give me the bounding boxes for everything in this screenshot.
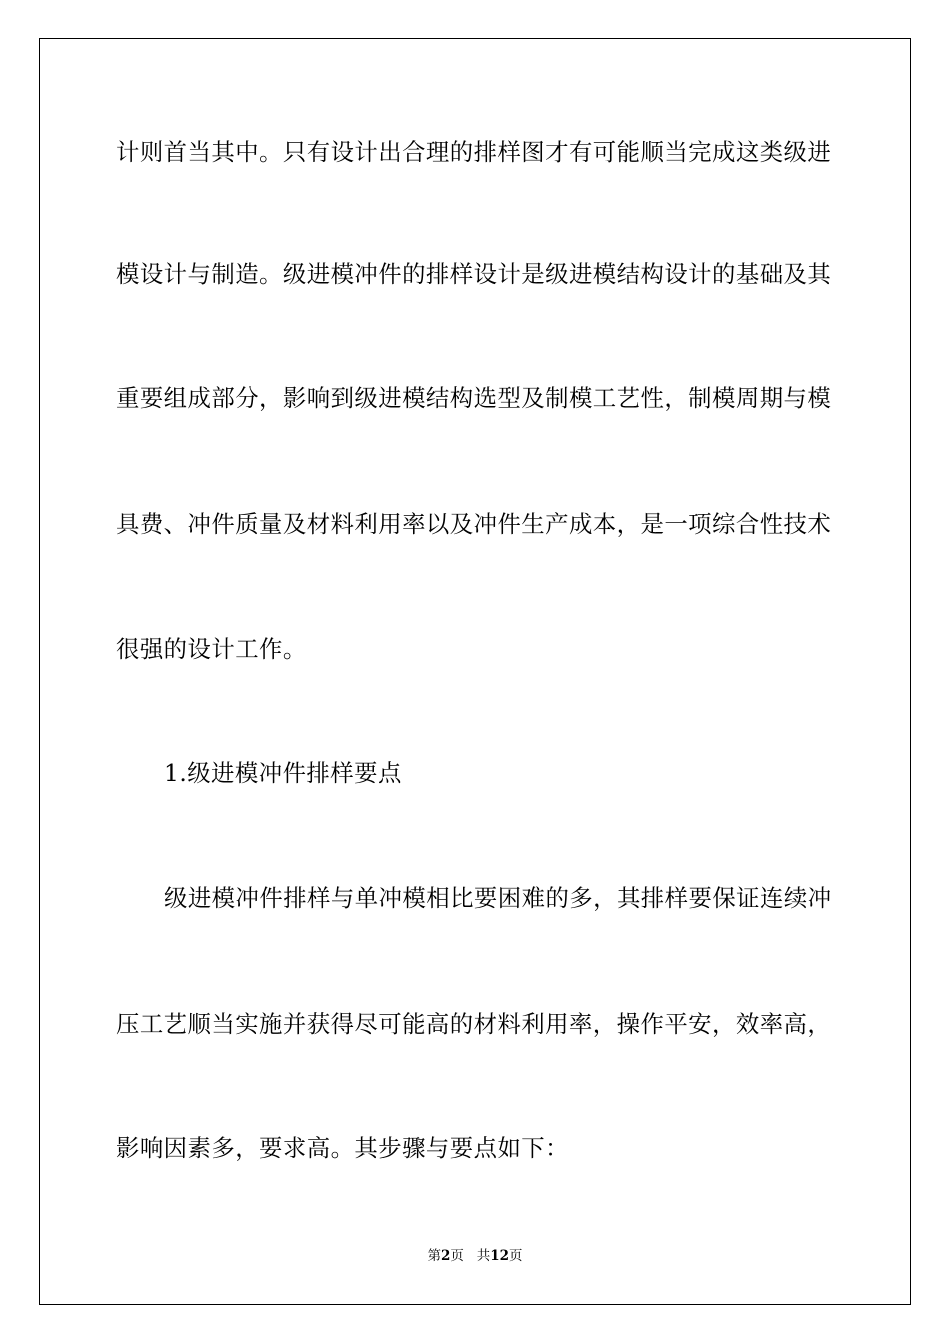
paragraph-line: 级进模冲件排样与单冲模相比要困难的多，其排样要保证连续冲 bbox=[164, 884, 832, 912]
paragraph-line: 具费、冲件质量及材料利用率以及冲件生产成本，是一项综合性技术 bbox=[116, 510, 832, 538]
page-suffix: 页 bbox=[450, 1248, 464, 1264]
paragraph-line: 压工艺顺当实施并获得尽可能高的材料利用率，操作平安，效率高， bbox=[116, 1010, 832, 1038]
total-pages: 12 bbox=[490, 1248, 510, 1264]
page-number: 2 bbox=[440, 1248, 451, 1264]
section-heading: 1.级进模冲件排样要点 bbox=[164, 759, 402, 787]
page-prefix: 第 bbox=[427, 1248, 441, 1264]
paragraph-line: 计则首当其中。只有设计出合理的排样图才有可能顺当完成这类级进 bbox=[116, 138, 832, 166]
paragraph-line: 模设计与制造。级进模冲件的排样设计是级进模结构设计的基础及其 bbox=[116, 260, 832, 288]
paragraph-line: 很强的设计工作。 bbox=[116, 635, 307, 663]
page-footer bbox=[0, 1247, 950, 1265]
total-prefix: 共 bbox=[476, 1248, 491, 1264]
page-border bbox=[39, 38, 911, 1305]
paragraph-line: 重要组成部分，影响到级进模结构选型及制模工艺性，制模周期与模 bbox=[116, 384, 832, 412]
paragraph-line: 影响因素多，要求高。其步骤与要点如下： bbox=[116, 1134, 569, 1162]
total-suffix: 页 bbox=[509, 1248, 523, 1264]
